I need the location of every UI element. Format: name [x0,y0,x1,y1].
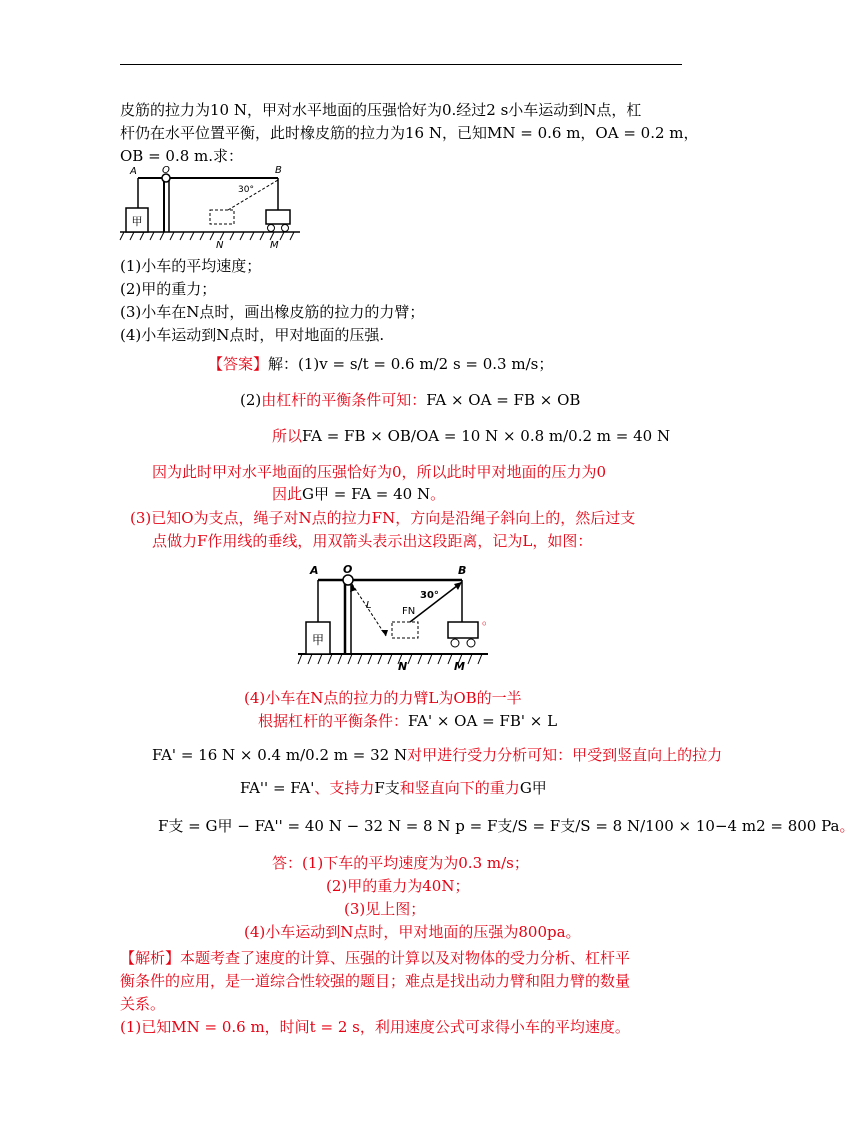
analysis-line-4: (1)已知MN = 0.6 m，时间t = 2 s，利用速度公式可求得小车的平均速度。 [120,1018,630,1036]
svg-text:30°: 30° [420,590,439,601]
analysis-line-1: 【解析】本题考查了速度的计算、压强的计算以及对物体的受力分析、杠杆平 [120,949,631,967]
svg-text:B: B [458,564,467,577]
formula-lever: FA × OA = FB × OB [426,391,581,409]
formula-pressure: F支 = G甲 − FA'' = 40 N − 32 N = 8 N p = F支/S = F支/S = 8 N/100 × 10−4 m2 = 800 Pa [158,817,840,835]
answer-line-2: (2)由杠杆的平衡条件可知：FA × OA = FB × OB [240,391,581,409]
answer-line-1: 【答案】解：(1)v = s/t = 0.6 m/2 s = 0.3 m/s； [208,355,554,373]
summary-line-1: 答：(1)下车的平均速度为为0.3 m/s； [272,854,529,872]
formula-fa-prime: FA' = 16 N × 0.4 m/0.2 m = 32 N [152,746,408,764]
svg-text:M: M [454,660,465,673]
lever-figure-1 [120,164,300,250]
answer-line-3: 所以FA = FB × OB/OA = 10 N × 0.8 m/0.2 m = 40 N [272,427,671,445]
question-4: (4)小车运动到N点时，甲对地面的压强. [120,326,385,344]
svg-text:。: 。 [482,613,495,627]
problem-line-3: OB = 0.8 m.求： [120,147,244,165]
answer-line-4: 因为此时甲对水平地面的压强恰好为0，所以此时甲对地面的压力为0 [152,463,607,481]
svg-text:甲: 甲 [311,633,325,647]
answer-tag: 【答案】 [208,355,269,373]
formula-gravity: G甲 = FA = 40 N [302,485,431,503]
svg-text:A: A [310,564,319,577]
answer-line-6: (3)已知O为支点，绳子对N点的拉力FN，方向是沿绳子斜向上的，然后过支 [130,509,636,527]
formula-fa: FA = FB × OB/OA = 10 N × 0.8 m/0.2 m = 40 N [302,427,671,445]
svg-text:甲: 甲 [131,215,143,228]
answer-line-12: F支 = G甲 − FA'' = 40 N − 32 N = 8 N p = F支/S = F支/S = 8 N/100 × 10−4 m2 = 800 Pa。 [158,817,855,835]
formula-velocity: v = s/t = 0.6 m/2 s = 0.3 m/s [319,355,539,373]
answer-line-5: 因此G甲 = FA = 40 N。 [272,485,446,503]
question-3: (3)小车在N点时，画出橡皮筋的拉力的力臂； [120,303,425,321]
problem-line-2: 杆仍在水平位置平衡，此时橡皮筋的拉力为16 N，已知MN = 0.6 m，OA = 0.2 m， [120,124,699,142]
answer-line-11: FA'' = FA'、支持力F支和竖直向下的重力G甲 [240,779,547,797]
summary-line-2: (2)甲的重力为40N； [326,877,470,895]
svg-text:B: B [275,165,282,176]
svg-text:N: N [216,240,224,251]
analysis-line-3: 关系。 [120,995,166,1013]
analysis-tag: 【解析】 [120,949,181,967]
problem-line-1: 皮筋的拉力为10 N，甲对水平地面的压强恰好为0.经过2 s小车运动到N点，杠 [120,101,642,119]
svg-text:30°: 30° [238,185,254,195]
svg-text:M: M [270,240,279,251]
question-2: (2)甲的重力； [120,280,217,298]
summary-line-3: (3)见上图； [344,900,426,918]
svg-text:O: O [343,563,353,576]
svg-text:N: N [398,660,408,673]
svg-text:L: L [366,600,372,611]
answer-line-7: 点做力F作用线的垂线，用双箭头表示出这段距离，记为L，如图： [152,532,593,550]
answer-line-10: FA' = 16 N × 0.4 m/0.2 m = 32 N对甲进行受力分析可知：甲受到竖直向上的拉力 [152,746,723,764]
question-1: (1)小车的平均速度； [120,257,262,275]
lever-figure-2 [298,560,498,674]
svg-text:O: O [162,165,170,176]
answer-line-8: (4)小车在N点的拉力的力臂L为OB的一半 [244,689,522,707]
header-rule [120,64,682,65]
analysis-line-2: 衡条件的应用，是一道综合性较强的题目；难点是找出动力臂和阻力臂的数量 [120,972,631,990]
summary-line-4: (4)小车运动到N点时，甲对地面的压强为800pa。 [244,923,581,941]
formula-lever-2: FA' × OA = FB' × L [408,712,558,730]
svg-text:A: A [130,166,137,177]
answer-line-9: 根据杠杆的平衡条件：FA' × OA = FB' × L [258,712,558,730]
svg-text:FN: FN [402,606,416,617]
